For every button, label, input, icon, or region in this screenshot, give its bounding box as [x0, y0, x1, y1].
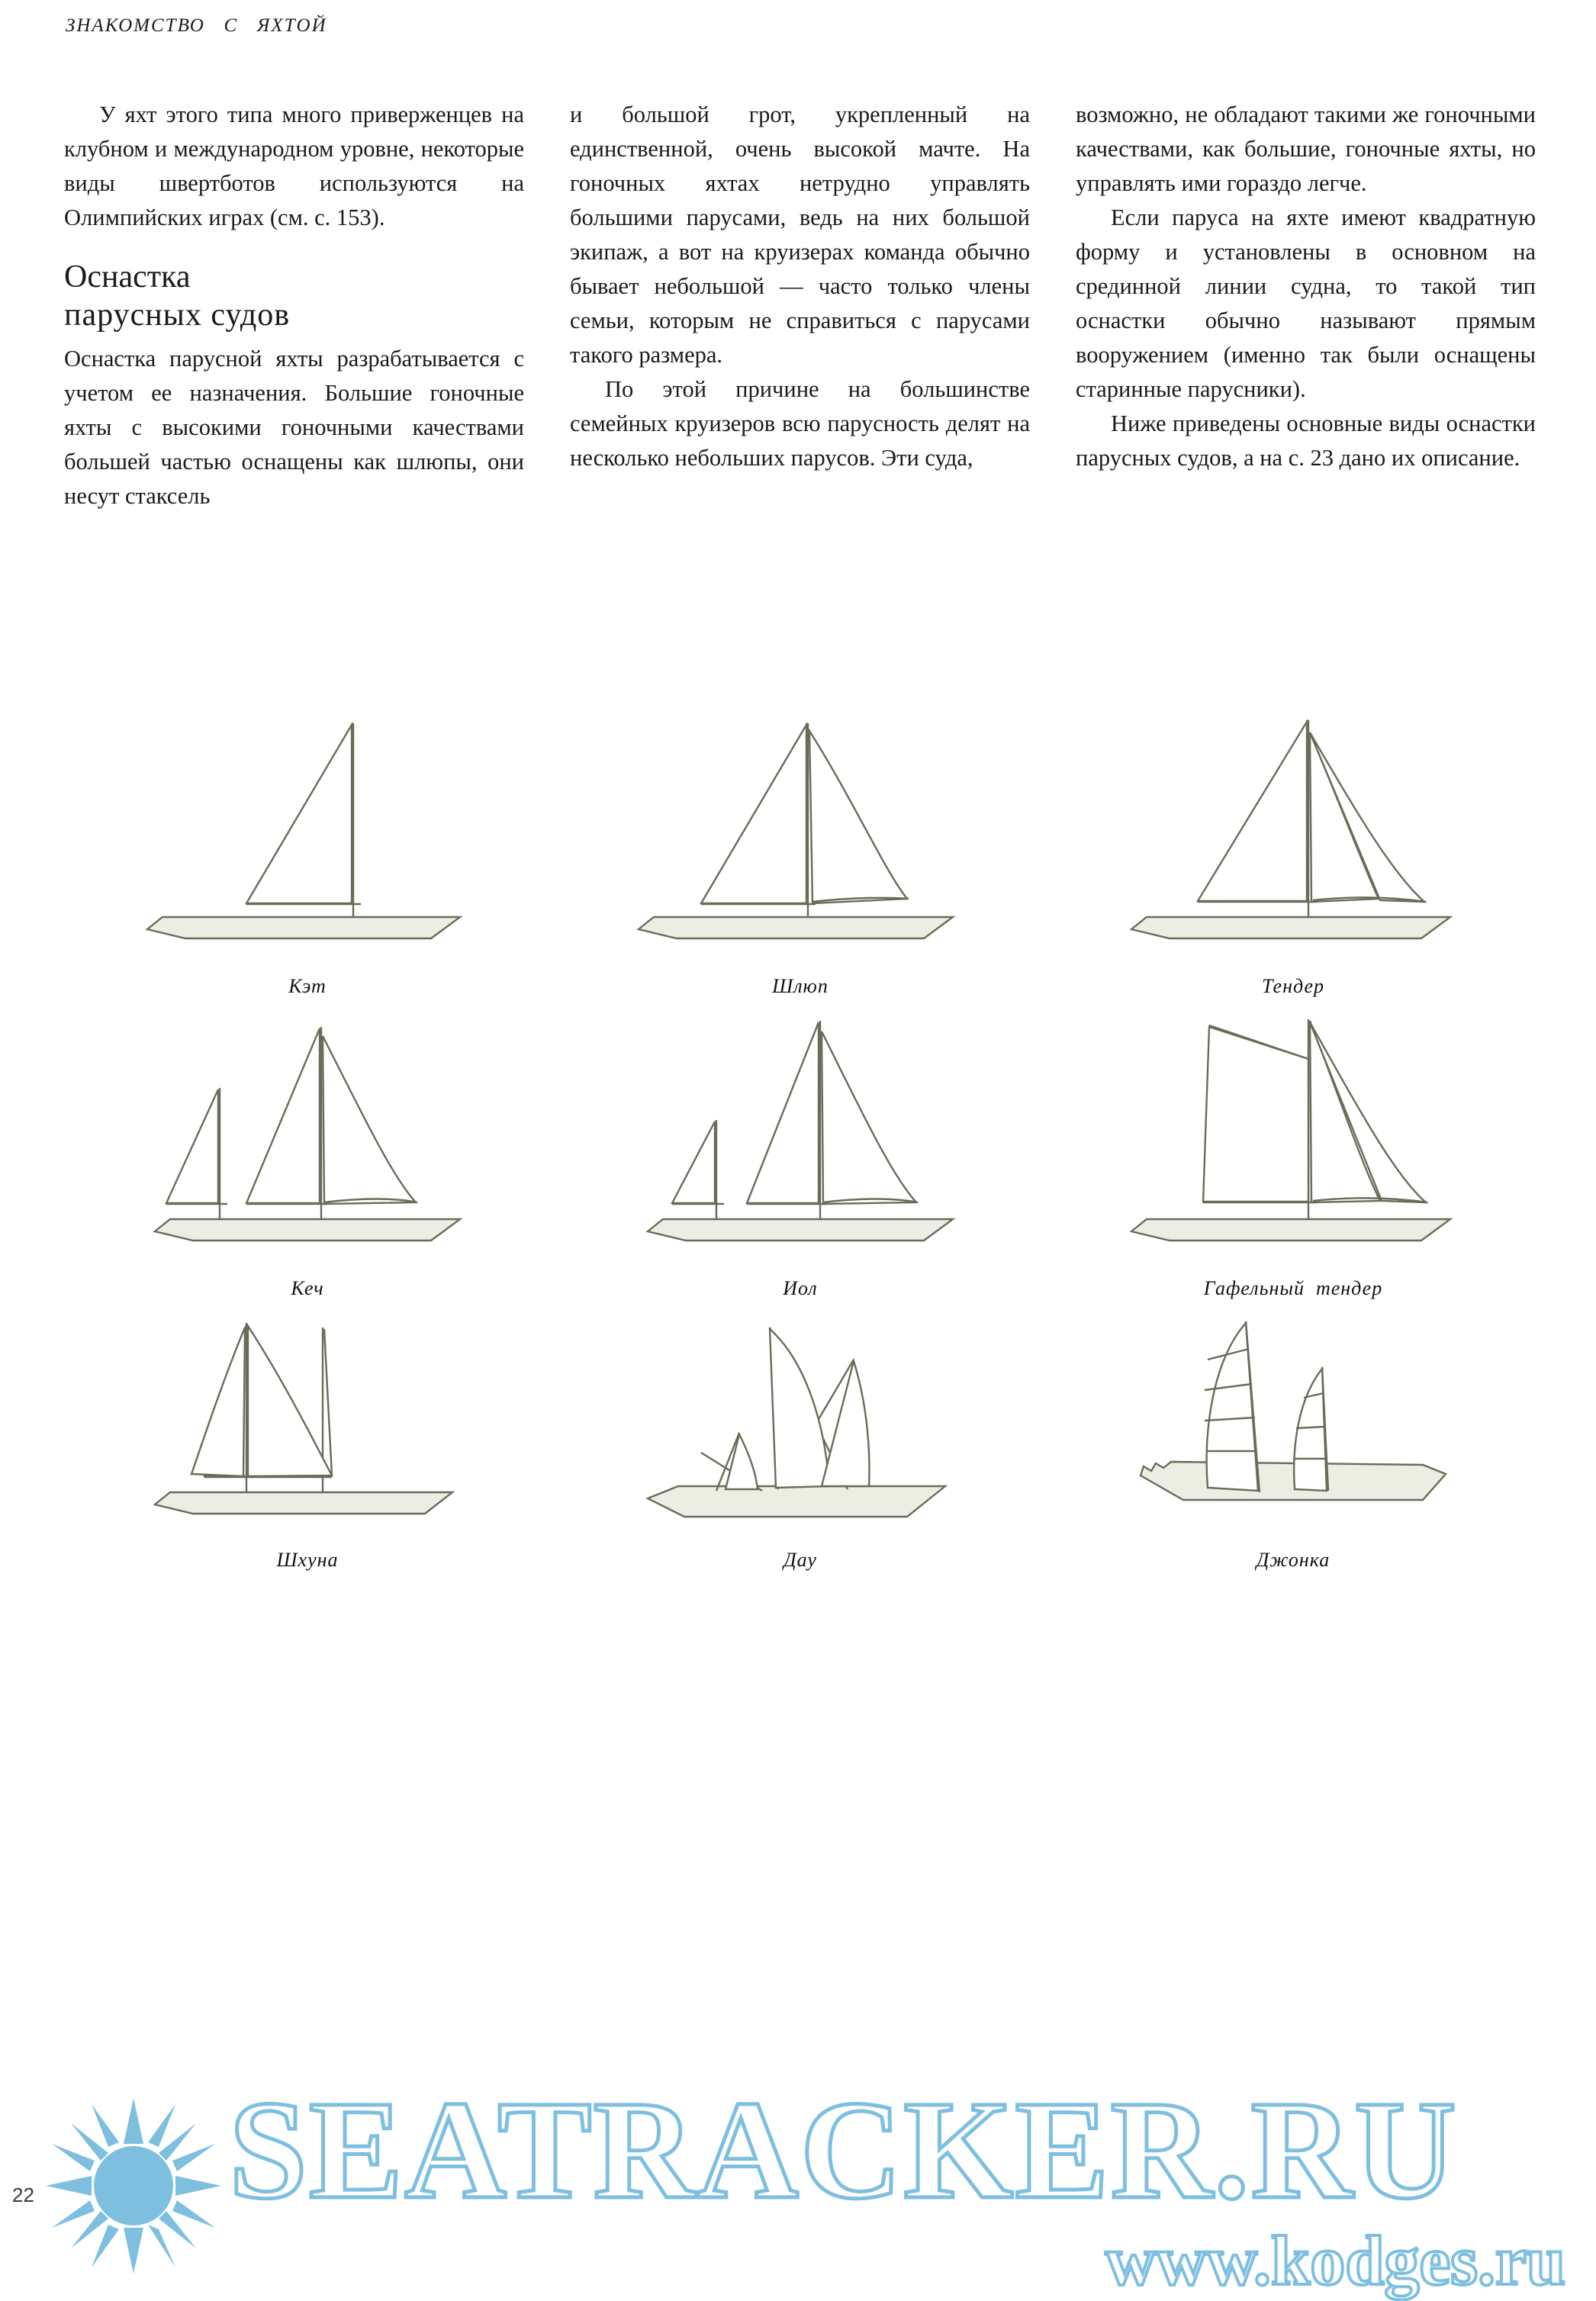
column-3 [1076, 98, 1536, 513]
site-watermark [0, 2068, 1596, 2298]
paragraph: возможно, не обладают такими же гоночными качествами, как большие, гоночные яхты, но управлять ими гораздо легче. [1076, 101, 1536, 196]
section-title [64, 258, 524, 334]
running-head: ЗНАКОМСТВО С ЯХТОЙ [66, 15, 327, 36]
figure-cutter-rig [1047, 710, 1540, 998]
yawl-rig-drawing [625, 1012, 976, 1271]
column-2 [570, 98, 1030, 513]
paragraph: Ниже приведены основные виды оснастки парусных судов, а на с. 23 дано их описание. [1076, 410, 1536, 471]
sun-logo-icon [46, 2098, 221, 2274]
paragraph: По этой причине на большинстве семейных круизеров всю парусность делят на несколько небольших парусов. Эти суда, [570, 376, 1030, 471]
gaff-cutter-rig-drawing [1118, 1012, 1469, 1271]
figure-cat-rig [61, 710, 554, 998]
figure-caption: Иол [783, 1277, 818, 1299]
section-title-line-1: Оснастка [64, 259, 191, 294]
figure-caption: Шлюп [772, 975, 829, 997]
page-number: 22 [12, 2184, 34, 2206]
figure-caption: Джонка [1256, 1549, 1331, 1571]
figure-ketch-rig [61, 1012, 554, 1300]
figure-junk-rig [1047, 1314, 1540, 1572]
figure-caption: Кеч [291, 1277, 324, 1299]
figure-sloop-rig [554, 710, 1047, 998]
watermark-text: SEATRACKER.RU [229, 2072, 1458, 2229]
text-columns [64, 98, 1536, 513]
schooner-rig-drawing [132, 1314, 483, 1543]
watermark-url: www.kodges.ru [1105, 2222, 1565, 2299]
junk-rig-drawing [1118, 1314, 1469, 1543]
dhow-rig-drawing [625, 1314, 976, 1543]
cutter-rig-drawing [1118, 710, 1469, 969]
figure-caption: Дау [784, 1549, 817, 1571]
ketch-rig-drawing [132, 1012, 483, 1271]
paragraph: Если паруса на яхте имеют квадратную форму и установлены в основном на срединной линии судна, то такой тип оснастки обычно называют прямым вооружением (именно так были оснащены старинные парусники). [1076, 204, 1536, 402]
sloop-rig-drawing [625, 710, 976, 969]
rig-illustrations [61, 710, 1541, 1572]
figure-caption: Кэт [288, 975, 327, 997]
paragraph: и большой грот, укрепленный на единственной, очень высокой мачте. На гоночных яхтах нетрудно управлять большими парусами, ведь на них большой экипаж, а вот на круизерах команда обычно бывает небольшой — часто только члены семьи, которым не справиться с парусами такого размера. [570, 101, 1030, 368]
figure-row-2 [61, 1012, 1541, 1300]
paragraph: Оснастка парусной яхты разрабатывается с учетом ее назначения. Большие гоночные яхты с высокими гоночными качествами большей частью оснащены как шлюпы, они несут стаксель [64, 346, 524, 509]
figure-caption: Тендер [1262, 975, 1324, 997]
figure-gaff-cutter-rig [1047, 1012, 1540, 1300]
cat-rig-drawing [132, 710, 483, 969]
figure-row-1 [61, 710, 1541, 998]
figure-dhow-rig [554, 1314, 1047, 1572]
figure-row-3 [61, 1314, 1541, 1572]
figure-caption: Гафельный тендер [1203, 1277, 1383, 1299]
figure-schooner-rig [61, 1314, 554, 1572]
section-title-line-2: парусных судов [64, 298, 291, 333]
figure-yawl-rig [554, 1012, 1047, 1300]
column-1 [64, 98, 524, 513]
paragraph: У яхт этого типа много приверженцев на клубном и международном уровне, некоторые виды швертботов используются на Олимпийских играх (см. с. 153). [64, 101, 524, 230]
figure-caption: Шхуна [276, 1549, 339, 1571]
